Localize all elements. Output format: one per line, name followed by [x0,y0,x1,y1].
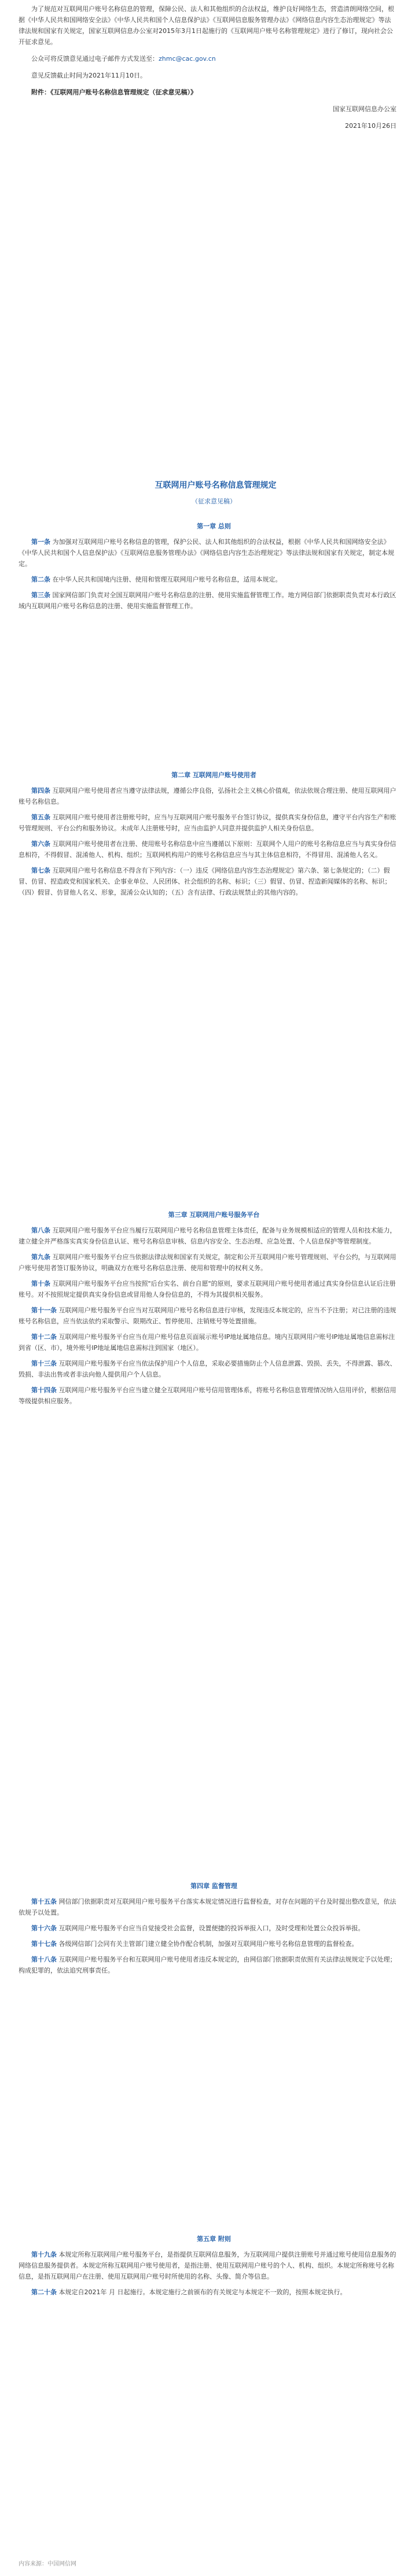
article-text: 互联网用户账号服务平台应当对互联网用户账号名称信息进行审核，发现违反本规定的，应当不予注册；对已注册的违规账号名称信息，应当依法依约采取警示、限期改正、暂停使用、注销账号等处置措施。 [19,1307,396,1325]
chapter-heading: 第二章 互联网用户账号使用者 [171,771,256,779]
intro-paragraph: 为了规范对互联网用户账号名称信息的管理，保障公民、法人和其他组织的合法权益，维护良好网络生态，营造清朗网络空间，根据《中华人民共和国网络安全法》《中华人民共和国个人信息保护法》《互联网信息服务管理办法》《网络信息内容生态治理规定》等法律法规和国家有关规定，国家互联网信息办公室对2015年3月1日起施行的《互联网用户账号名称管理规定》进行了修订，现向社会公开征求意见。 [19,5,394,46]
article [19,1938,396,1949]
attachment-title[interactable]: 《互联网用户账号名称信息管理规定（征求意见稿）》 [50,89,197,96]
article-text: 互联网用户账号服务平台应当按照"后台实名、前台自愿"的原则，要求互联网用户账号使用者通过真实身份信息认证后注册账号。对不按照规定提供真实身份信息或冒用他人身份信息的，不得为其提供相关服务。 [19,1280,396,1298]
article [19,2287,396,2298]
article-number: 第十六条 [31,1924,57,1932]
article-number: 第五条 [31,814,50,821]
article-text: 本规定自2021年 月 日起施行。本规定施行之前颁布的有关规定与本规定不一致的，按照本规定执行。 [58,2288,347,2296]
article-text: 互联网用户账号使用者在注册、使用账号名称信息中应当遵循以下原则：互联网个人用户的账号名称信息应当与真实身份信息相符，不得假冒、混淆他人、机构、组织；互联网机构用户的账号名称信息应当与其主体信息相符，不得冒用、混淆他人名义。 [19,840,396,859]
chapter-4 [19,1881,396,1981]
chapter-1 [19,521,396,616]
article [19,1385,396,1407]
article [19,2249,396,2282]
article [19,838,396,860]
article-text: 本规定所称互联网用户账号服务平台，是指提供互联网信息服务，为互联网用户提供注册账号并通过账号使用信息服务的网络信息服务提供者。本规定所称互联网用户账号使用者，是指注册、使用互联网用户账号的个人、机构、组织。本规定所称账号名称信息，是指互联网用户在注册、使用互联网用户账号时所使用的名称、头像、简介等信息。 [19,2251,396,2280]
article-text: 互联网用户账号名称信息不得含有下列内容：（一）违反《网络信息内容生态治理规定》第六条、第七条规定的；（二）假冒、仿冒、捏造政党和国家机关、企事业单位、人民团体、社会组织的名称、标识；（三）假冒、仿冒、捏造新闻媒体的名称、标识；（四）假冒、仿冒他人名义、形象，混淆公众认知的；（五）含有法律、行政法规禁止的其他内容的。 [19,867,391,896]
article [19,1225,396,1247]
doc-title: 互联网用户账号名称信息管理规定 [155,481,277,490]
article-number: 第四条 [31,787,50,794]
chapter-heading: 第一章 总则 [197,522,231,530]
article-text: 为加强对互联网用户账号名称信息的管理，保护公民、法人和其他组织的合法权益，根据《中华人民共和国网络安全法》《中华人民共和国个人信息保护法》《互联网信息服务管理办法》《网络信息内容生态治理规定》等法律法规和国家有关规定，制定本规定。 [19,538,394,568]
article-number: 第七条 [31,867,50,874]
article-number: 第十一条 [31,1307,57,1314]
article-text: 互联网用户账号服务平台应当建立健全互联网用户账号信用管理体系，将账号名称信息管理情况纳入信用评价，根据信用等级提供相应服务。 [19,1386,396,1405]
article-text: 互联网用户账号服务平台应当履行互联网用户账号名称信息管理主体责任，配备与业务规模相适应的管理人员和技术能力，建立健全并严格落实真实身份信息认证、账号名称信息审核、信息内容安全、生态治理、应急处置、个人信息保护等管理制度。 [19,1227,396,1245]
article [19,812,396,834]
doc-subtitle: （征求意见稿） [192,498,236,505]
attachment-label: 附件： [31,89,50,96]
article-text: 互联网用户账号服务平台应当自觉接受社会监督，设置便捷的投诉举报入口，及时受理和处置公众投诉举报。 [58,1924,365,1932]
article [19,1954,396,1976]
article-text: 国家网信部门负责对全国互联网用户账号名称信息的注册、使用实施监督管理工作。地方网信部门依据职责负责对本行政区域内互联网用户账号名称信息的注册、使用实施监督管理工作。 [19,591,396,610]
notice-intro [19,0,396,131]
article-number: 第九条 [31,1253,50,1261]
article-number: 第十五条 [31,1898,57,1905]
article-number: 第十条 [31,1280,50,1287]
chapter-3 [19,1209,396,1411]
feedback-email-link[interactable]: zhmc@cac.gov.cn [159,55,216,62]
attachment-line [19,87,396,98]
article-number: 第十三条 [31,1360,57,1367]
article-text: 互联网用户账号服务平台应当依据法律法规和国家有关规定，制定和公开互联网用户账号管理规则、平台公约，与互联网用户账号使用者签订服务协议，明确双方在账号名称信息注册、使用和管理中的权利义务。 [19,1253,396,1272]
article [19,1278,396,1300]
issuer-name: 国家互联网信息办公室 [333,105,396,113]
article [19,590,396,612]
article-number: 第一条 [31,538,50,546]
article [19,1331,396,1353]
article-number: 第二条 [31,576,50,583]
article-text: 网信部门依据职责对互联网用户账号服务平台落实本规定情况进行监督检查，对存在问题的平台及时提出整改意见，依法依规予以处置。 [19,1898,396,1916]
article-text: 互联网用户账号使用者应当遵守法律法规，遵循公序良俗，弘扬社会主义核心价值观，依法依规合理注册、使用互联网用户账号名称信息。 [19,787,396,805]
article-number: 第十四条 [31,1386,57,1394]
issuer-date: 2021年10月26日 [345,122,396,130]
article-number: 第十七条 [31,1940,57,1948]
article-number: 第十二条 [31,1333,57,1341]
article [19,1305,396,1327]
article [19,536,396,569]
article [19,1923,396,1934]
source-note: 内容来源：中国网信网 [19,2561,76,2567]
chapter-2 [19,770,396,903]
article-number: 第八条 [31,1227,50,1234]
article-text: 互联网用户账号服务平台和互联网用户账号使用者违反本规定的，由网信部门依据职责依照有关法律法规规定予以处理；构成犯罪的，依法追究刑事责任。 [19,1956,396,1974]
chapter-heading: 第四章 监督管理 [190,1882,237,1890]
article-number: 第三条 [31,591,50,599]
article-number: 第十九条 [31,2251,57,2258]
doc-title-block [19,480,396,511]
article-number: 第二十条 [31,2288,57,2296]
article-number: 第六条 [31,840,50,848]
chapter-5 [19,2233,396,2302]
article [19,1896,396,1918]
article-text: 在中华人民共和国境内注册、使用和管理互联网用户账号名称信息，适用本规定。 [52,576,282,583]
article-text: 各级网信部门会同有关主管部门建立健全协作配合机制，加强对互联网用户账号名称信息管理的监督检查。 [58,1940,358,1948]
article-text: 互联网用户账号服务平台应当在用户账号信息页面展示账号IP地址属地信息。境内互联网用户账号IP地址属地信息需标注到省（区、市），境外账号IP地址属地信息需标注到国家（地区）。 [19,1333,395,1352]
article-text: 互联网用户账号使用者注册账号时，应当与互联网用户账号服务平台签订协议，提供真实身份信息，遵守平台内容生产和账号管理规则、平台公约和服务协议。未成年人注册账号时，应当由监护人同意并提供监护人相关身份信息。 [19,814,396,832]
chapter-heading: 第五章 附则 [197,2235,231,2243]
intro-paragraph [19,53,396,64]
email-prefix: 公众可将反馈意见通过电子邮件方式发送至： [31,55,159,62]
intro-paragraph: 意见反馈截止时间为2021年11月10日。 [31,72,146,79]
article [19,574,396,585]
article [19,865,396,898]
article-text: 互联网用户账号服务平台应当依法保护用户个人信息，采取必要措施防止个人信息泄露、毁损、丢失，不得泄露、篡改、毁损、非法出售或者非法向他人提供用户个人信息。 [19,1360,396,1378]
article [19,1358,396,1380]
article-number: 第十八条 [31,1956,57,1963]
article [19,1252,396,1274]
chapter-heading: 第三章 互联网用户账号服务平台 [168,1211,260,1219]
article [19,785,396,807]
